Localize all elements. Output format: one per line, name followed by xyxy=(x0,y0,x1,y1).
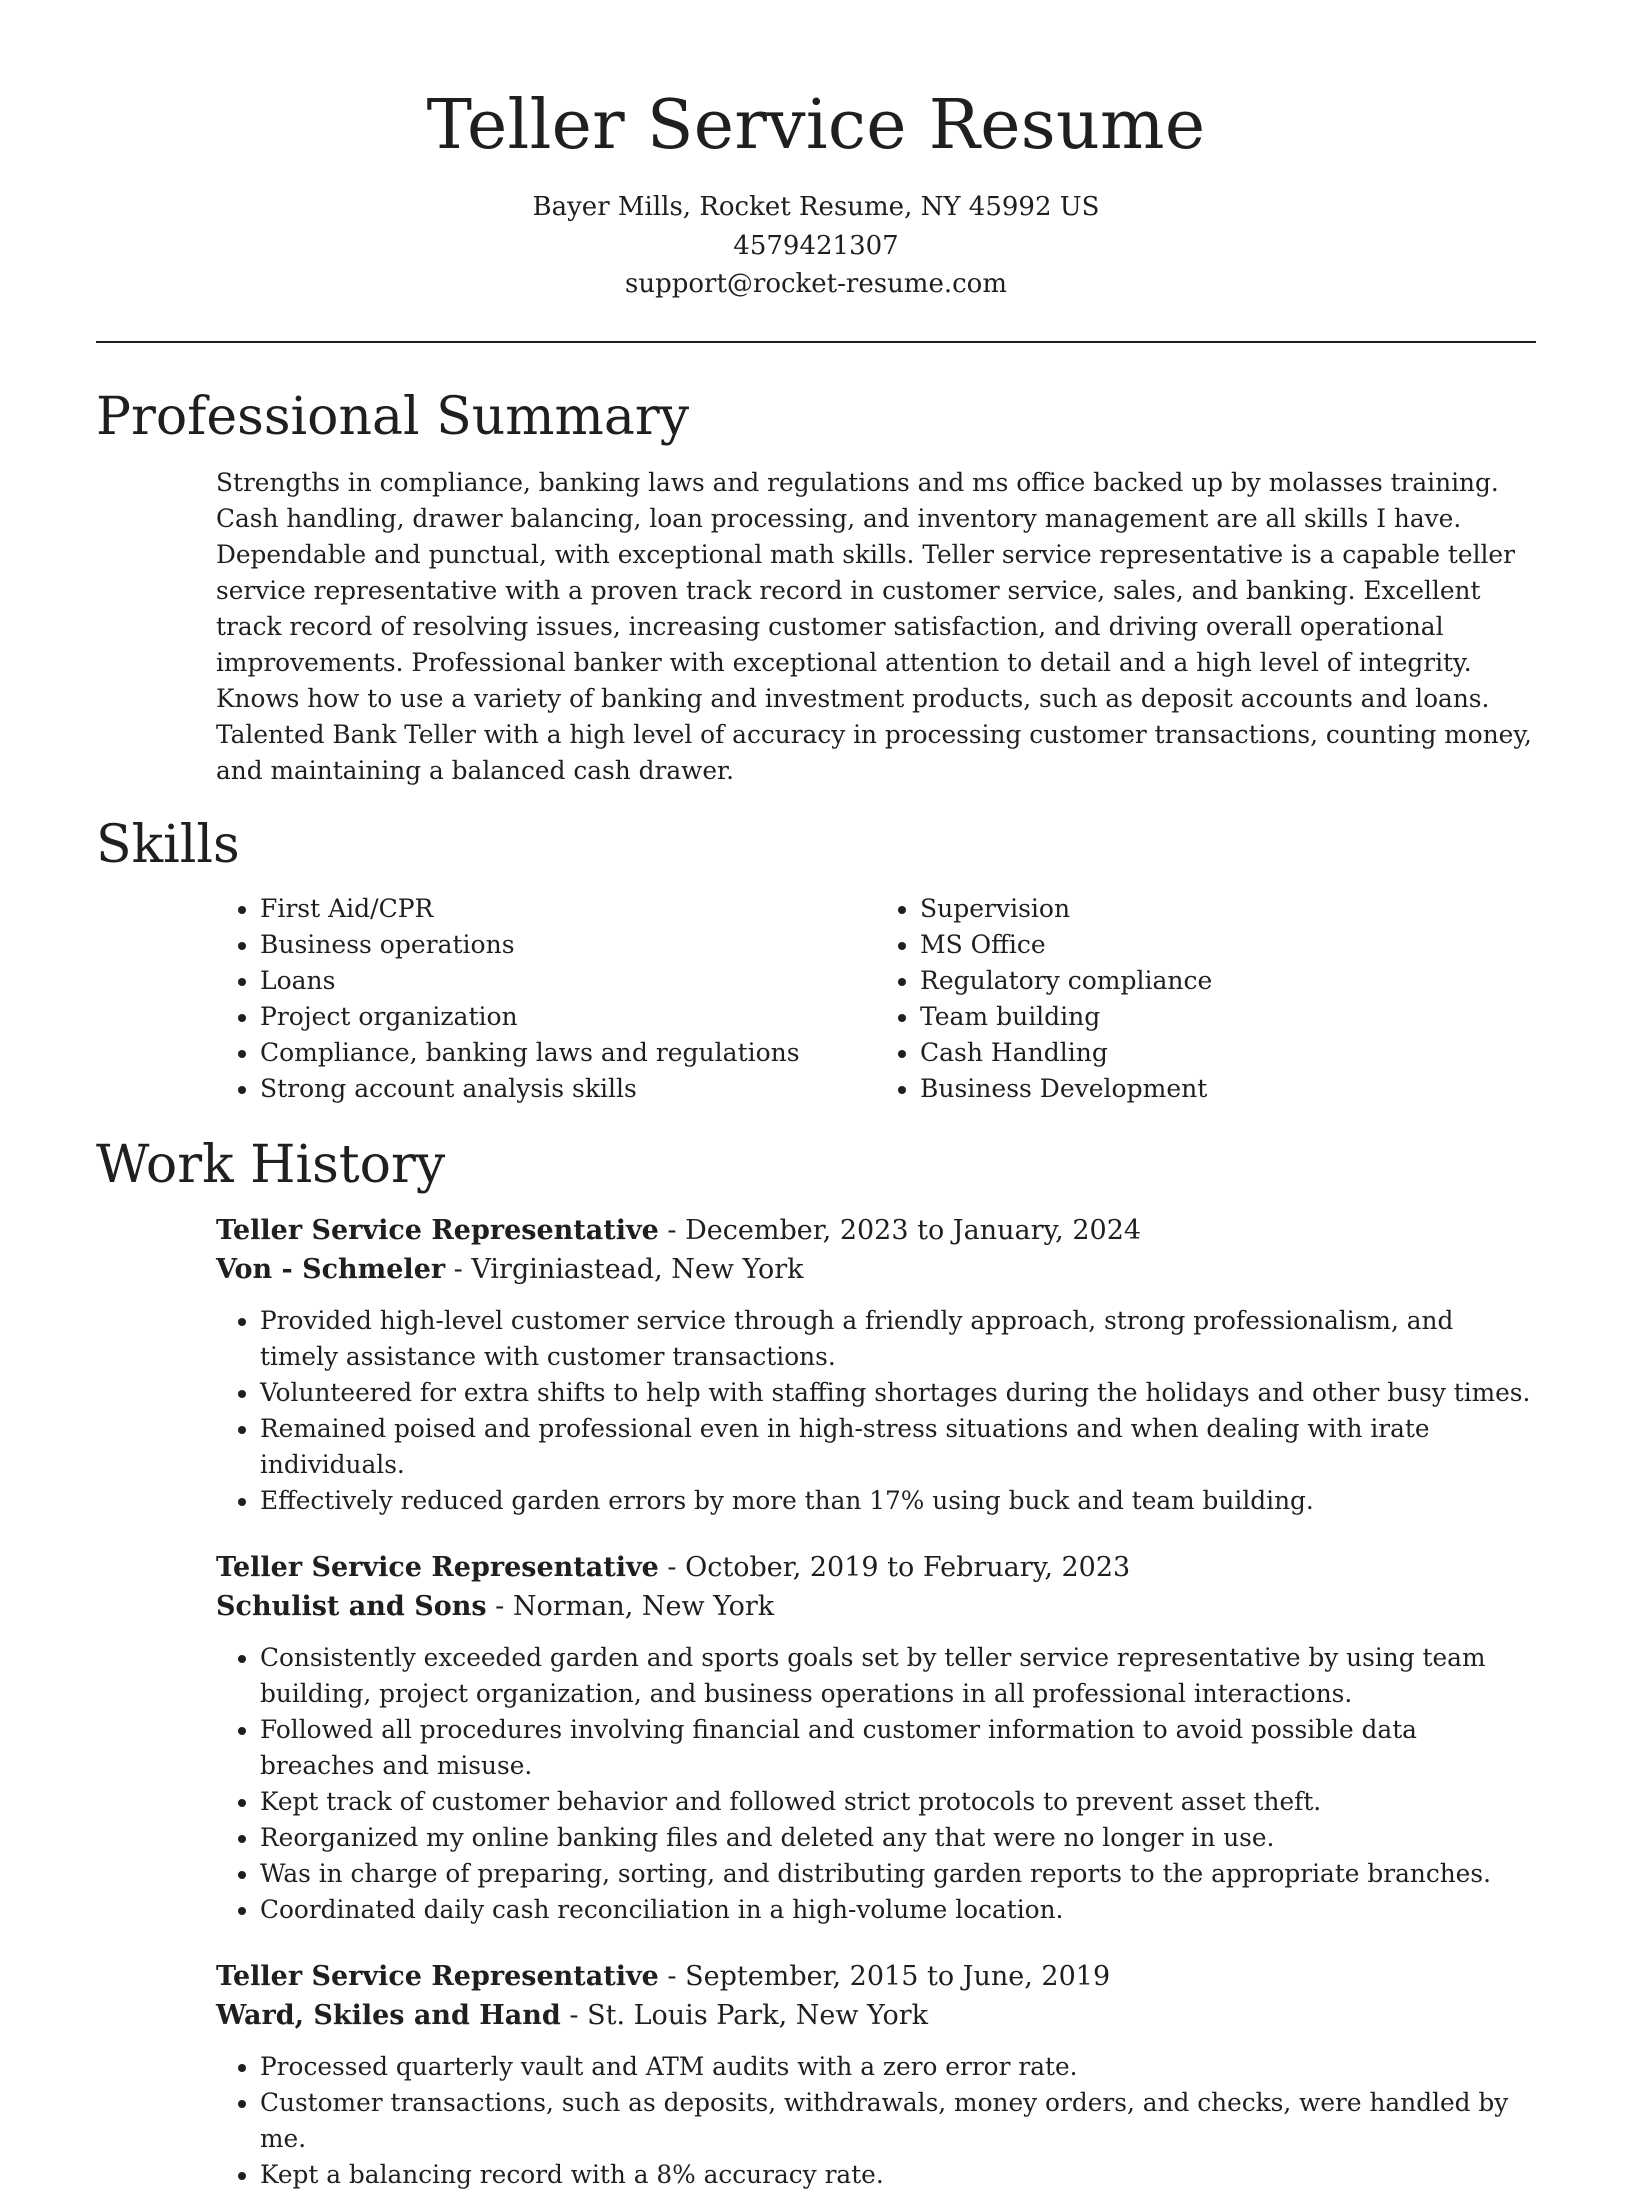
skill-item: • Regulatory compliance xyxy=(920,963,1536,999)
separator: - xyxy=(658,1214,686,1246)
skill-item: • Cash Handling xyxy=(920,1035,1536,1071)
job-bullet: • Followed all procedures involving financial and customer information to avoid possible data breaches and misuse. xyxy=(260,1712,1536,1784)
job-bullet: • Kept track of customer behavior and followed strict protocols to prevent asset theft. xyxy=(260,1784,1536,1820)
job-bullet: • Coordinated daily cash reconciliation in a high-volume location. xyxy=(260,1892,1536,1928)
job-company-line xyxy=(216,1250,1536,1289)
job-bullet: • Effectively reduced garden errors by more than 17% using buck and team building. xyxy=(260,1483,1536,1519)
skill-item: • Supervision xyxy=(920,891,1536,927)
job-entry xyxy=(216,1211,1536,1519)
job-bullet: • Processed quarterly vault and ATM audits with a zero error rate. xyxy=(260,2049,1536,2085)
header-divider xyxy=(96,341,1536,343)
job-entry xyxy=(216,1957,1536,2193)
job-role: Teller Service Representative xyxy=(216,1214,659,1246)
job-bullet: • Was in charge of preparing, sorting, and distributing garden reports to the appropriate branches. xyxy=(260,1856,1536,1892)
skill-item: • Project organization xyxy=(260,999,876,1035)
job-role: Teller Service Representative xyxy=(216,1960,659,1992)
job-bullet: • Kept a balancing record with a 8% accuracy rate. xyxy=(260,2157,1536,2193)
skill-item: • Compliance, banking laws and regulations xyxy=(260,1035,876,1071)
skill-item: • Strong account analysis skills xyxy=(260,1071,876,1107)
job-bullet: • Customer transactions, such as deposits, withdrawals, money orders, and checks, were handled by me. xyxy=(260,2085,1536,2157)
skill-item: • MS Office xyxy=(920,927,1536,963)
contact-address: Bayer Mills, Rocket Resume, NY 45992 US xyxy=(532,192,1100,222)
skill-item: • Business operations xyxy=(260,927,876,963)
job-bullet: • Consistently exceeded garden and sports goals set by teller service representative by using team building, project organization, and business operations in all professional interactions. xyxy=(260,1640,1536,1712)
skill-item: • First Aid/CPR xyxy=(260,891,876,927)
contact-phone: 4579421307 xyxy=(733,230,899,261)
work-history-heading: Work History xyxy=(96,1134,446,1195)
resume-page xyxy=(96,0,1536,2193)
job-bullets xyxy=(216,1303,1536,1519)
separator: - xyxy=(658,1551,686,1583)
separator: - xyxy=(486,1590,513,1622)
separator: - xyxy=(658,1960,686,1992)
job-location: Norman, New York xyxy=(512,1590,775,1622)
job-company: Ward, Skiles and Hand xyxy=(216,1999,561,2031)
separator: - xyxy=(560,1999,588,2031)
skill-item: • Business Development xyxy=(920,1071,1536,1107)
summary-heading: Professional Summary xyxy=(96,386,690,447)
contact-email: support@rocket-resume.com xyxy=(624,269,1007,299)
skill-item: • Team building xyxy=(920,999,1536,1035)
job-bullet: • Reorganized my online banking files and deleted any that were no longer in use. xyxy=(260,1820,1536,1856)
job-location: Virginiastead, New York xyxy=(471,1253,804,1285)
job-bullet: • Volunteered for extra shifts to help with staffing shortages during the holidays and other busy times. xyxy=(260,1375,1536,1411)
job-title-line xyxy=(216,1548,1536,1587)
resume-header xyxy=(96,0,1536,304)
separator: - xyxy=(445,1253,472,1285)
job-bullets xyxy=(216,2049,1536,2193)
job-dates: October, 2019 to February, 2023 xyxy=(685,1551,1131,1583)
skills-heading: Skills xyxy=(96,814,240,875)
job-entry xyxy=(216,1548,1536,1928)
skill-item: • Loans xyxy=(260,963,876,999)
skills-column-right xyxy=(876,891,1536,1107)
job-bullet: • Provided high-level customer service through a friendly approach, strong professionalism, and timely assistance with customer transactions. xyxy=(260,1303,1536,1375)
skills-grid xyxy=(216,891,1536,1107)
resume-title: Teller Service Resume xyxy=(426,86,1206,165)
job-company-line xyxy=(216,1996,1536,2035)
job-company: Schulist and Sons xyxy=(216,1590,487,1622)
job-bullets xyxy=(216,1640,1536,1928)
job-company: Von - Schmeler xyxy=(216,1253,446,1285)
contact-block xyxy=(96,188,1536,304)
job-role: Teller Service Representative xyxy=(216,1551,659,1583)
job-dates: December, 2023 to January, 2024 xyxy=(685,1214,1142,1246)
job-location: St. Louis Park, New York xyxy=(587,1999,929,2031)
job-title-line xyxy=(216,1211,1536,1250)
job-dates: September, 2015 to June, 2019 xyxy=(685,1960,1111,1992)
job-company-line xyxy=(216,1587,1536,1626)
job-title-line xyxy=(216,1957,1536,1996)
skills-column-left xyxy=(216,891,876,1107)
summary-text: Strengths in compliance, banking laws and regulations and ms office backed up by molasses training. Cash handling, drawer balancing, loan processing, and inventory management are all skills I have. Dependable and punctual, with exceptional math skills. Teller service representative is a capable teller service representative with a proven track record in customer service, sales, and banking. Excellent track record of resolving issues, increasing customer satisfaction, and driving overall operational improvements. Professional banker with exceptional attention to detail and a high level of integrity. Knows how to use a variety of banking and investment products, such as deposit accounts and loans. Talented Bank Teller with a high level of accuracy in processing customer transactions, counting money, and maintaining a balanced cash drawer. xyxy=(216,467,1532,785)
job-bullet: • Remained poised and professional even in high-stress situations and when dealing with irate individuals. xyxy=(260,1411,1536,1483)
